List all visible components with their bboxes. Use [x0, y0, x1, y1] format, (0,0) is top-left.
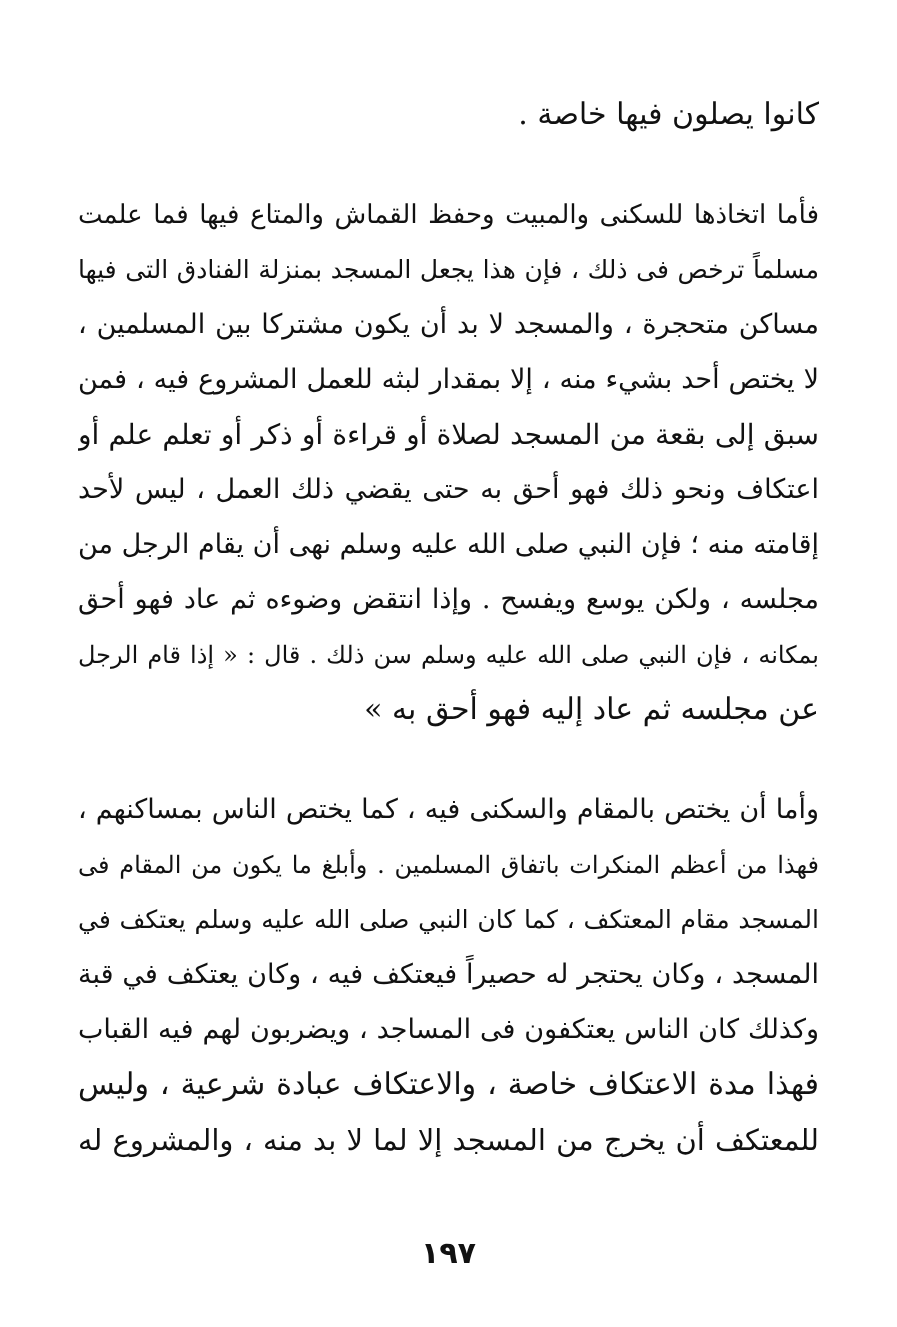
paragraph-1-line-4: لا يختص أحد بشيء منه ، إلا بمقدار لبثه للعمل المشروع فيه ، فمن — [78, 364, 819, 395]
paragraph-1-line-5: سبق إلى بقعة من المسجد لصلاة أو قراءة أو ذكر أو تعلم علم أو — [78, 418, 819, 451]
paragraph-1-line-7: إقامته منه ؛ فإن النبي صلى الله عليه وسلم نهى أن يقام الرجل من — [78, 529, 819, 560]
paragraph-1-line-10: عن مجلسه ثم عاد إليه فهو أحق به » — [364, 692, 819, 727]
paragraph-1-line-3: مساكن متحجرة ، والمسجد لا بد أن يكون مشتركا بين المسلمين ، — [78, 309, 819, 340]
paragraph-2-line-3: المسجد مقام المعتكف ، كما كان النبي صلى الله عليه وسلم يعتكف في — [78, 905, 819, 934]
paragraph-2-line-7: للمعتكف أن يخرج من المسجد إلا لما لا بد منه ، والمشروع له — [78, 1123, 819, 1157]
paragraph-2-line-4: المسجد ، وكان يحتجر له حصيراً فيعتكف فيه ، وكان يعتكف في قبة — [78, 959, 819, 990]
paragraph-1-line-6: اعتكاف ونحو ذلك فهو أحق به حتى يقضي ذلك العمل ، ليس لأحد — [78, 474, 819, 505]
paragraph-2-line-2: فهذا من أعظم المنكرات باتفاق المسلمين . وأبلغ ما يكون من المقام فى — [78, 851, 819, 879]
paragraph-1-line-9: بمكانه ، فإن النبي صلى الله عليه وسلم سن ذلك . قال : « إذا قام الرجل — [78, 641, 819, 669]
paragraph-1-line-1: فأما اتخاذها للسكنى والمبيت وحفظ القماش والمتاع فيها فما علمت — [78, 200, 819, 230]
paragraph-1-line-8: مجلسه ، ولكن يوسع ويفسح . وإذا انتقض وضوءه ثم عاد فهو أحق — [78, 584, 819, 615]
paragraph-2-line-6: فهذا مدة الاعتكاف خاصة ، والاعتكاف عبادة شرعية ، وليس — [78, 1067, 819, 1102]
paragraph-1-line-2: مسلماً ترخص فى ذلك ، فإن هذا يجعل المسجد بمنزلة الفنادق التى فيها — [78, 255, 819, 284]
paragraph-2-line-5: وكذلك كان الناس يعتكفون فى المساجد ، ويضربون لهم فيه القباب — [78, 1014, 819, 1045]
paragraph-2-line-1: وأما أن يختص بالمقام والسكنى فيه ، كما يختص الناس بمساكنهم ، — [78, 794, 819, 825]
page-number: ١٩٧ — [421, 1236, 476, 1271]
continuation-line: كانوا يصلون فيها خاصة . — [518, 97, 819, 132]
